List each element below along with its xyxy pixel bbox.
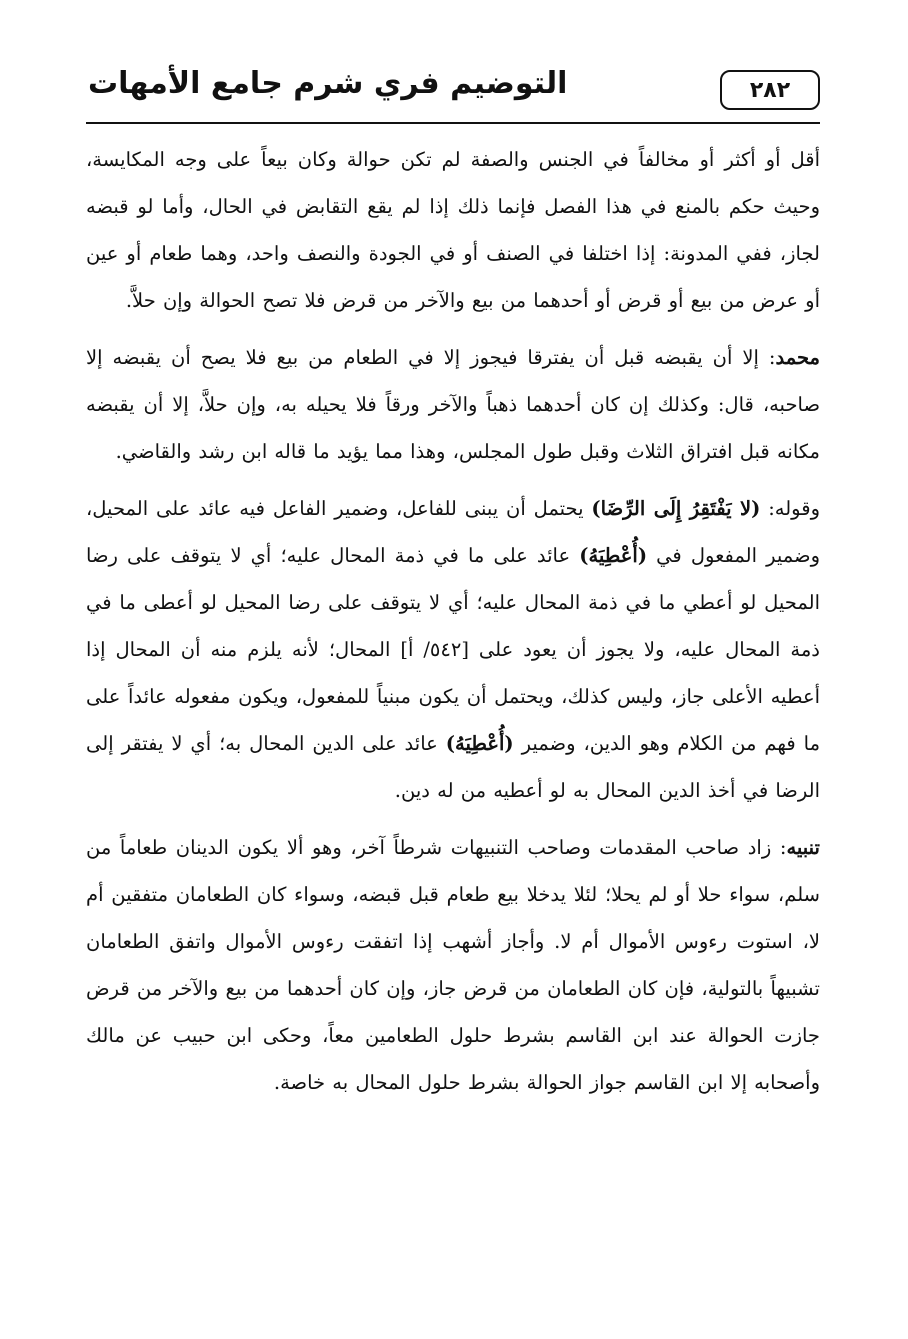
paragraph-2-text: : إلا أن يقبضه قبل أن يفترقا فيجوز إلا في الطعام من بيع فلا يصح أن يقبضه إلا صاحبه، قال: وكذلك إن كان أحدهما ذهباً والآخر ورقاً فلا يحيله به، وإن حلاَّ، إلا أن يقبضه مكانه قبل افتراق الثلاث وقبل طول المجلس، وهذا مما يؤيد ما قاله ابن رشد والقاضي.	[86, 346, 820, 463]
page-content	[86, 136, 820, 1106]
paragraph-4-text: : زاد صاحب المقدمات وصاحب التنبيهات شرطاً آخر، وهو ألا يكون الدينان طعاماً من سلم، سواء حلا أو لم يحلا؛ لئلا يدخلا بيع طعام قبل قبضه، وسواء كان الطعامان متفقين أم لا، استوت رءوس الأموال أم لا. وأجاز أشهب إذا اتفقت رءوس الأموال واتفق الطعامان تشبيهاً بالتولية، فإن كان الطعامان من قرض جاز، وإن كان أحدهما من بيع والآخر من قرض جازت الحوالة عند ابن القاسم بشرط حلول الطعامين معاً، وحكى ابن حبيب عن مالك وأصحابه إلا ابن القاسم جواز الحوالة بشرط حلول المحال به خاصة.	[86, 836, 820, 1094]
page-header	[86, 60, 820, 124]
paragraph-3-mid1: يحتمل أن يبنى للفاعل، وضمير الفاعل فيه عائد على المحيل، وضمير المفعول في	[86, 497, 820, 567]
page-number-box: ٢٨٢	[720, 70, 820, 110]
quoted-phrase-2: (أُعْطِيَهُ)	[579, 544, 648, 567]
paragraph-3-pre: وقوله:	[760, 497, 820, 520]
paragraph-1: أقل أو أكثر أو مخالفاً في الجنس والصفة لم تكن حوالة وكان بيعاً على وجه المكايسة، وحيث حكم بالمنع في هذا الفصل فإنما ذلك إذا لم يقع التقابض في الحال، وأما لو قبضه لجاز، ففي المدونة: إذا اختلفا في الصنف أو في الجودة والنصف واحد، وهما طعام أو عين أو عرض من بيع أو قرض أو أحدهما من بيع والآخر من قرض فلا تصح الحوالة وإن حلاَّ.	[86, 148, 820, 312]
running-title: التوضيم فري شرم جامع الأمهات	[88, 66, 568, 101]
paragraph-3	[86, 485, 820, 814]
quoted-phrase-1: (لا يَفْتَقِرُ إِلَى الرِّضَا)	[591, 497, 761, 520]
paragraph-4	[86, 824, 820, 1106]
paragraph-3-mid2: عائد على ما في ذمة المحال عليه؛ أي لا يتوقف على رضا المحيل لو أعطي ما في ذمة المحال عليه؛ أي لا يتوقف على رضا المحيل لو أعطى ما في ذمة المحال عليه، ولا يجوز أن يعود على [٥٤٢/ أ] المحال؛ لأنه يلزم منه أن المحال إذا أعطيه الأعلى جاز، وليس كذلك، ويحتمل أن يكون مبنياً للمفعول، ويكون مفعوله عائداً على ما فهم من الكلام وهو الدين، وضمير	[86, 544, 821, 755]
paragraph-2	[86, 334, 820, 475]
quoted-phrase-3: (أُعْطِيَهُ)	[445, 732, 514, 755]
note-label: تنبيه	[786, 836, 820, 859]
speaker-label: محمد	[775, 346, 820, 369]
paragraph-3-post: عائد على الدين المحال به؛ أي لا يفتقر إلى الرضا في أخذ الدين المحال به لو أعطيه من له دين.	[86, 732, 820, 802]
book-page	[86, 60, 820, 1114]
